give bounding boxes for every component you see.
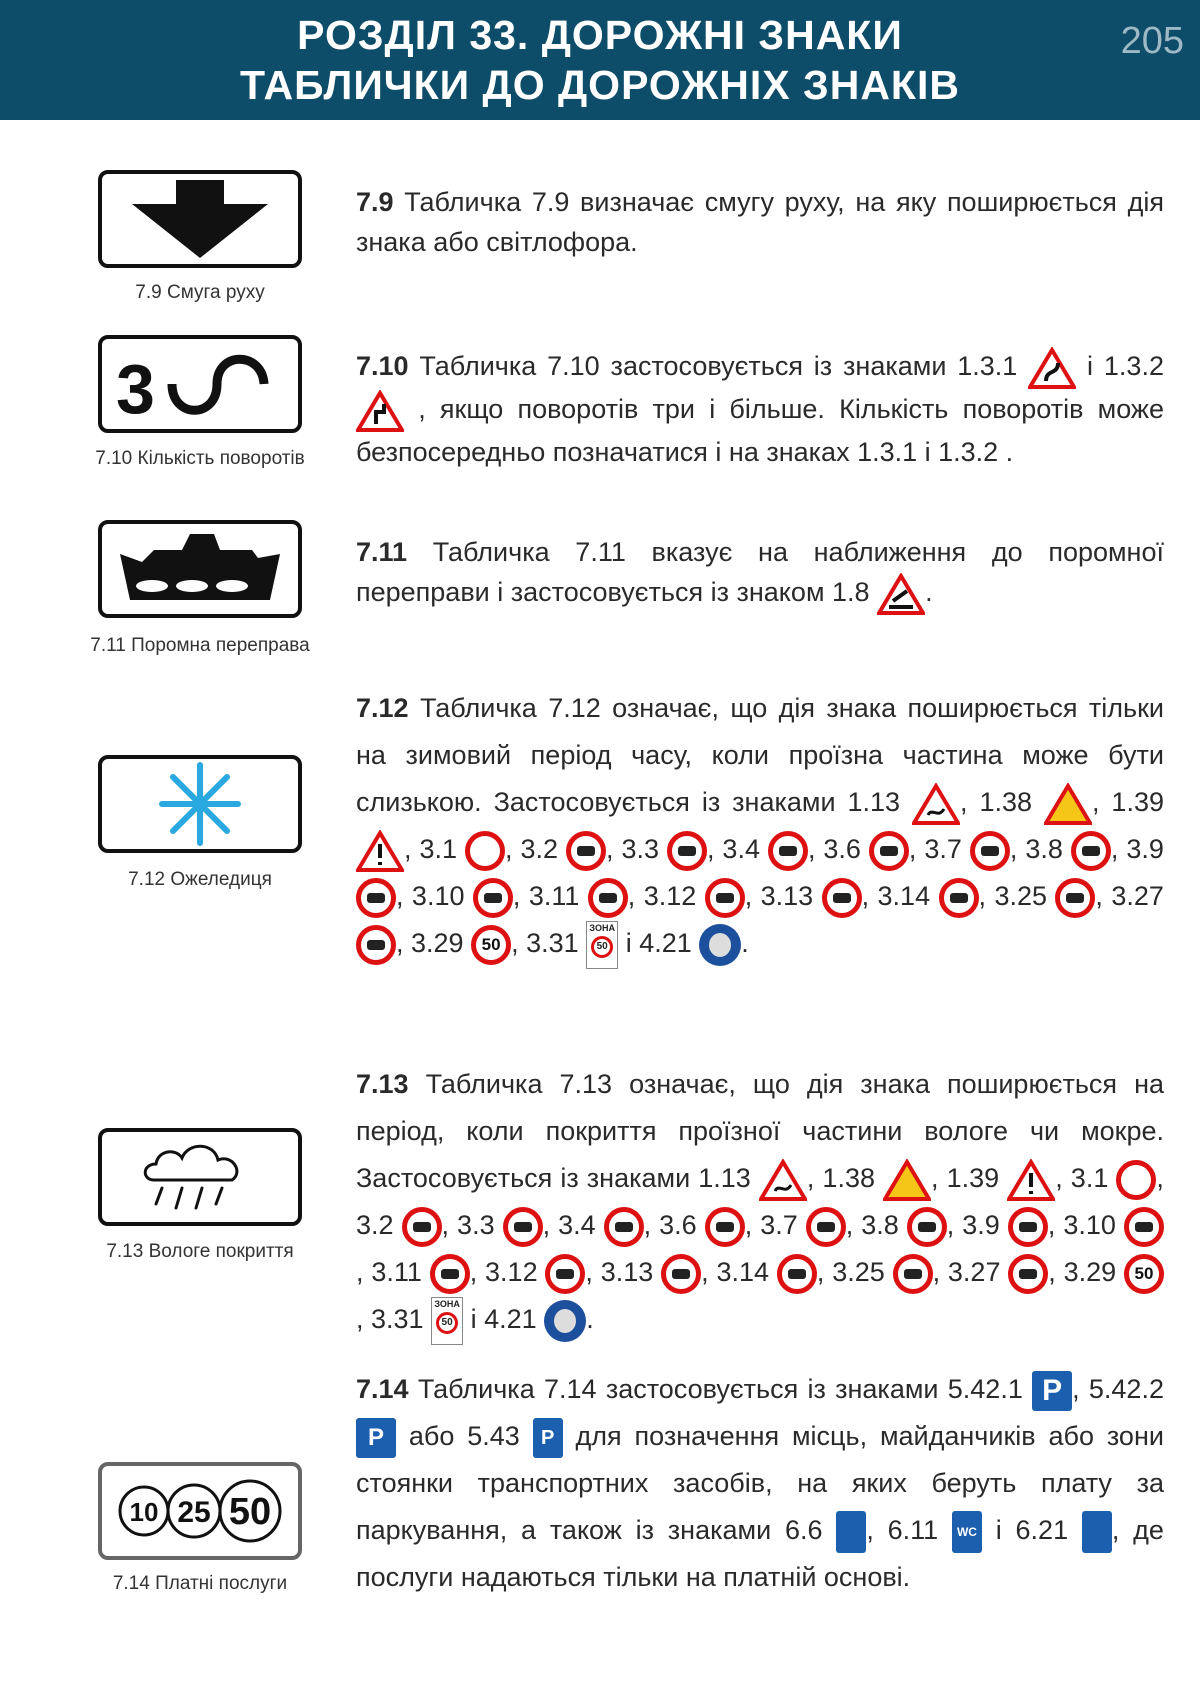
sign-ref: 3.9 [1126,834,1164,864]
prohibition-sign-icon [822,878,862,918]
sign-ref: 3.6 [659,1210,697,1240]
sign-ref: 3.10 [1063,1210,1116,1240]
speed-limit-sign-icon: 50 [1124,1254,1164,1294]
zone-label: ЗОНА [434,1298,460,1309]
zone-label: ЗОНА [589,922,615,933]
snowflake-icon [102,759,298,849]
sign-ref: 3.14 [716,1257,770,1287]
paid-value-10: 10 [129,1497,159,1527]
prohibition-sign-icon [545,1254,585,1294]
prohibition-sign-icon [430,1254,470,1294]
sign-ref: 3.12 [643,881,697,911]
plate-caption: 7.9 Смуга руху [135,282,265,303]
prohibition-sign-icon [661,1254,701,1294]
sign-ref: 1.39 [1111,787,1164,817]
shower-sign-icon [1082,1511,1112,1553]
sign-ref: 1.39 [946,1163,1000,1193]
plate-7-13 [98,1128,302,1226]
sign-ref: і 4.21 [625,928,692,958]
warning-sign-icon [883,1159,931,1201]
item-number: 7.11 [356,537,408,567]
item-text: , 5.42.2 [1072,1374,1164,1404]
sign-ref: 3.25 [994,881,1047,911]
sign-ref: 3.9 [962,1210,1000,1240]
dangerous-turns-sign-icon [356,390,404,432]
plate-7-12 [98,755,302,853]
prohibition-sign-icon [604,1207,644,1247]
paragraph-7-12: 7.12 Табличка 7.12 означає, що дія знака поширюється тільки на зимовий період часу, коли проїзна частина може бути слизькою. Застосовується із знаками 1.13 , 1.38 , 1.39 , 3.1 , 3.2 , 3.3 , 3.4 , 3.6 , 3.7 , 3.8 , 3.9 , 3.10 , 3.11 , 3.12 , 3.13 , 3.14 , 3.25 , 3.27 , 3.29 50 , 3.31 ЗОНА 50 і 4.21 . [356,685,1164,969]
curve-count-icon [102,339,298,429]
prohibition-sign-icon [1071,831,1111,871]
sign-ref: 3.3 [621,834,659,864]
slippery-road-sign-icon [912,783,960,825]
plate-7-14 [98,1462,302,1560]
prohibition-sign-icon [768,831,808,871]
sign-ref: 3.2 [520,834,558,864]
item-text: Табличка 7.12 означає, що дія знака поширюється тільки на зимовий період часу, коли проїзна частина може бути слизькою. Застосовується із знаками 1.13 [356,693,1164,817]
prohibition-sign-icon [1055,878,1095,918]
sign-ref: 3.11 [528,881,580,911]
plate-caption: 7.13 Вологе покриття [106,1241,294,1262]
sign-ref: 3.7 [760,1210,798,1240]
plate-caption: 7.11 Поромна переправа [90,635,310,656]
gas-station-sign-icon [836,1511,866,1553]
prohibition-sign-icon [907,1207,947,1247]
sign-ref: 3.13 [600,1257,654,1287]
sign-ref: 3.13 [760,881,814,911]
plate-7-11 [98,520,302,618]
speed-zone-sign-icon [586,921,618,969]
prohibition-sign-icon [402,1207,442,1247]
paragraph-7-14 [356,1366,1164,1601]
section-title: ТАБЛИЧКИ ДО ДОРОЖНІХ ЗНАКІВ [240,62,960,108]
tire-chains-sign-icon [699,924,741,966]
plate-7-9 [98,170,302,268]
prohibition-sign-icon [667,831,707,871]
item-text: . [741,928,749,958]
sign-ref: 3.1 [419,834,458,864]
curve-count-digit: 3 [116,350,155,428]
warning-sign-icon [1044,783,1092,825]
item-number: 7.14 [356,1374,409,1404]
prohibition-sign-icon [869,831,909,871]
paragraph-7-11 [356,532,1164,615]
sign-ref: 3.27 [1111,881,1164,911]
chapter-title: РОЗДІЛ 33. ДОРОЖНІ ЗНАКИ [297,12,903,58]
sign-ref: 3.6 [823,834,861,864]
ferry-icon [102,524,298,614]
covered-parking-sign-icon: P [356,1418,396,1458]
zone-speed: 50 [436,1312,458,1334]
paragraph-7-9 [356,182,1164,262]
parking-zone-sign-icon: P [533,1418,563,1458]
sign-ref: 3.12 [485,1257,538,1287]
prohibition-sign-icon [1124,1207,1164,1247]
down-arrow-icon [102,174,298,264]
sign-ref: 6.6 [784,1515,823,1545]
speed-zone-sign-icon [431,1297,463,1345]
quay-sign-icon [877,573,925,615]
paid-services-icon [102,1466,298,1556]
exclamation-sign-icon [356,830,404,872]
prohibition-sign-icon [705,878,745,918]
item-number: 7.9 [356,187,394,217]
page-number: 205 [1120,20,1184,62]
parking-sign-icon: P [1032,1371,1072,1411]
plate-caption: 7.10 Кількість поворотів [95,448,305,469]
prohibition-sign-icon [1008,1254,1048,1294]
sign-ref: 3.31 [526,928,579,958]
toilet-sign-icon: WC [952,1511,982,1553]
item-number: 7.12 [356,693,409,723]
sign-ref: 3.10 [411,881,465,911]
slippery-road-sign-icon [759,1159,807,1201]
prohibition-sign-icon [777,1254,817,1294]
item-number: 7.13 [356,1069,409,1099]
prohibition-sign-icon [1116,1160,1156,1200]
plate-caption: 7.12 Ожеледиця [128,869,272,890]
item-number: 7.10 [356,351,409,381]
prohibition-sign-icon [806,1207,846,1247]
paragraph-7-10 [356,346,1164,472]
tire-chains-sign-icon [544,1300,586,1342]
sign-ref: і 4.21 [470,1304,537,1334]
item-text: або 5.43 [408,1421,520,1451]
prohibition-sign-icon [939,878,979,918]
item-text: , якщо поворотів три і більше. Кількість поворотів може безпосередньо позначатися і на знаках 1.3.1 і 1.3.2 . [356,393,1164,467]
sign-ref: 3.8 [861,1210,899,1240]
paid-value-50: 50 [228,1491,272,1533]
paragraph-7-13: 7.13 Табличка 7.13 означає, що дія знака поширюється на період, коли покриття проїзної частини вологе чи мокре. Застосовується із знаками 1.13 , 1.38 , 1.39 , 3.1 , 3.2 , 3.3 , 3.4 , 3.6 , 3.7 , 3.8 , 3.9 , 3.10 , 3.11 , 3.12 , 3.13 , 3.14 , 3.25 , 3.27 , 3.29 50, 3.31 ЗОНА 50 і 4.21 . [356,1061,1164,1345]
page-header [0,0,1200,120]
prohibition-sign-icon [705,1207,745,1247]
item-text: Табличка 7.10 застосовується із знаками 1.3.1 [419,351,1018,381]
rain-cloud-icon [102,1132,298,1222]
sign-ref: 3.8 [1025,834,1063,864]
sign-ref: 3.3 [457,1210,495,1240]
sign-ref: 3.31 [371,1304,424,1334]
prohibition-sign-icon [465,831,505,871]
item-text: для позначення місць, майданчиків або зони стоянки транспортних засобів, на яких беруть плату за паркування, а також із знаками [356,1421,1164,1545]
item-text: . [925,577,933,607]
item-text: Табличка 7.13 означає, що дія знака поширюється на період, коли покриття проїзної частини вологе чи мокре. Застосовується із знаками 1.13 [356,1069,1164,1193]
zone-speed: 50 [591,936,613,958]
item-text: . [586,1304,594,1334]
prohibition-sign-icon [1008,1207,1048,1247]
prohibition-sign-icon [566,831,606,871]
paid-value-25: 25 [177,1496,211,1529]
winding-road-sign-icon [1028,347,1076,389]
exclamation-sign-icon [1007,1159,1055,1201]
prohibition-sign-icon [356,878,396,918]
sign-ref: 3.29 [411,928,464,958]
sign-ref: 1.38 [979,787,1033,817]
sign-ref: 1.38 [822,1163,875,1193]
item-text: , де послуги надаються тільки на платній основі. [356,1515,1164,1592]
sign-ref: 3.2 [356,1210,394,1240]
prohibition-sign-icon [970,831,1010,871]
prohibition-sign-icon [473,878,513,918]
prohibition-sign-icon [503,1207,543,1247]
sign-ref: 3.7 [924,834,962,864]
prohibition-sign-icon [588,878,628,918]
plate-7-10 [98,335,302,433]
speed-limit-sign-icon: 50 [471,925,511,965]
sign-ref: і 6.21 [995,1515,1069,1545]
sign-ref: 3.4 [558,1210,596,1240]
item-text: Табличка 7.9 визначає смугу руху, на яку поширюється дія знака або світлофора. [356,187,1164,257]
sign-ref: 3.11 [371,1257,422,1287]
sign-ref: 3.27 [947,1257,1001,1287]
prohibition-sign-icon [356,925,396,965]
sign-ref: 3.25 [832,1257,885,1287]
prohibition-sign-icon [893,1254,933,1294]
sign-ref: 3.29 [1063,1257,1117,1287]
item-text: і 1.3.2 [1087,351,1164,381]
sign-ref: , 6.11 [866,1515,939,1545]
sign-ref: 3.14 [877,881,931,911]
sign-ref: 3.1 [1070,1163,1109,1193]
item-text: Табличка 7.14 застосовується із знаками 5.42.1 [417,1374,1023,1404]
sign-ref: 3.4 [722,834,760,864]
plate-caption: 7.14 Платні послуги [112,1573,288,1594]
item-text: Табличка 7.11 вказує на наближення до поромної переправи і застосовується із знаком 1.8 [356,537,1164,607]
